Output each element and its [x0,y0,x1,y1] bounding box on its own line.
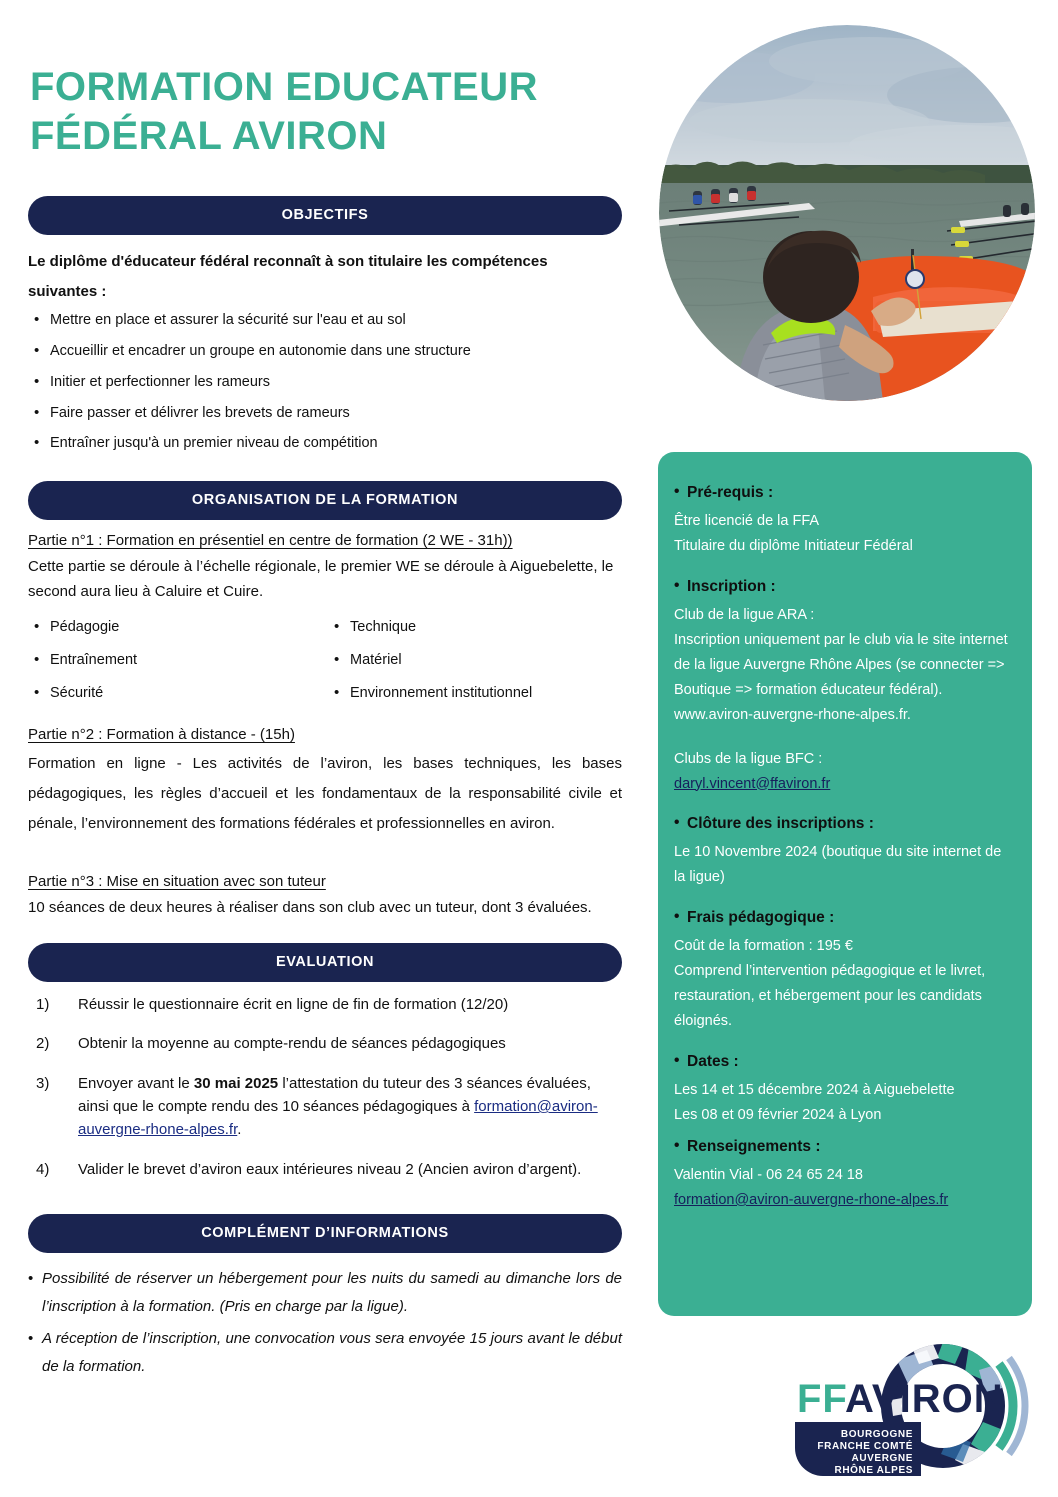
list-item: • Initier et perfectionner les rameurs [28,373,622,392]
spacer [28,1198,622,1214]
logo-region-line3: AUVERGNE [851,1453,913,1464]
list-item: • Entraîner jusqu'à un premier niveau de compétition [28,434,622,453]
list-item: • Entraînement [28,651,322,670]
sidebar-prerequis-line2: Titulaire du diplôme Initiateur Fédéral [674,537,913,554]
complement-list [28,1265,622,1380]
list-item: • Pédagogie [28,618,322,637]
partie3-text: 10 séances de deux heures à réaliser dans son club avec un tuteur, dont 3 évaluées. [28,899,592,917]
logo-wordmark-ff: FF [797,1377,848,1421]
section-banner-objectifs: OBJECTIFS [28,196,622,235]
info-sidebar-panel [658,452,1032,1316]
spacer [674,1128,1012,1138]
ffaviron-logo [793,1336,1043,1476]
sidebar-heading-frais: • Frais pédagogique : [674,909,1012,927]
spacer [674,559,1012,578]
sidebar-inscription-line2: Inscription uniquement par le club via le site internet de la ligue Auvergne Rhône Alpes (se connecter => Boutique => formation éducateur fédéral). [674,631,1008,698]
sidebar-inscription-website: www.aviron-auvergne-rhone-alpes.fr. [674,706,911,723]
section-banner-complement: COMPLÉMENT D’INFORMATIONS [28,1214,622,1253]
list-item: • Mettre en place et assurer la sécurité sur l'eau et au sol [28,311,622,330]
section-banner-evaluation: EVALUATION [28,943,622,982]
partie1-text: Cette partie se déroule à l’échelle régionale, le premier WE se déroule à Aiguebelette, le second aura lieu à Caluire et Cuire. [28,558,614,600]
partie3-heading: Partie n°3 : Mise en situation avec son tuteur [28,873,326,891]
left-content-column [28,196,622,1384]
sidebar-heading-prerequis: • Pré-requis : [674,484,1012,502]
spacer [28,465,622,481]
logo-wordmark-aviron: AVIRON [845,1377,1004,1421]
partie1-topics-right [328,618,622,717]
spacer [674,1034,1012,1053]
sidebar-inscription-bfc-label: Clubs de la ligue BFC : [674,750,823,767]
sidebar-heading-dates: • Dates : [674,1053,1012,1071]
partie1-topics-left [28,618,322,717]
hero-photo [659,25,1035,401]
sidebar-heading-cloture: • Clôture des inscriptions : [674,815,1012,833]
sidebar-dates-line1: Les 14 et 15 décembre 2024 à Aiguebelette [674,1082,955,1099]
sidebar-heading-renseignements: • Renseignements : [674,1138,1012,1156]
objectifs-intro-line2: suivantes : [28,283,107,300]
page-title-line2: FÉDÉRAL AVIRON [30,113,388,158]
evaluation-email-link[interactable]: formation@aviron-auvergne-rhone-alpes.fr [78,1098,598,1138]
list-item: • Possibilité de réserver un hébergement pour les nuits du samedi au dimanche lors de l’inscription à la formation. (Pris en charge par la ligue). [28,1265,622,1321]
list-item [28,1073,622,1141]
sidebar-heading-inscription: • Inscription : [674,578,1012,596]
logo-region-line4: RHÔNE ALPES [834,1465,913,1476]
list-item: Obtenir la moyenne au compte-rendu de séances pédagogiques [78,1035,506,1053]
objectifs-intro [28,247,622,307]
section-banner-organisation: ORGANISATION DE LA FORMATION [28,481,622,520]
list-item: • Accueillir et encadrer un groupe en autonomie dans une structure [28,342,622,361]
sidebar-inscription-line1: Club de la ligue ARA : [674,606,815,623]
evaluation-item3-part-b: l’attestation du tuteur des 3 séances évaluées, ainsi que le compte rendu des 10 séances pédagogiques à [78,1075,591,1116]
partie1-topics [28,618,622,717]
spacer [674,728,1012,747]
spacer [674,890,1012,909]
spacer [674,796,1012,815]
evaluation-item3-part-c: . [237,1120,242,1138]
partie2-heading: Partie n°2 : Formation à distance - (15h) [28,726,295,744]
sidebar-contact-person: Valentin Vial - 06 24 65 24 18 [674,1166,863,1183]
list-item: Valider le brevet d’aviron eaux intérieures niveau 2 (Ancien aviron d’argent). [78,1160,582,1178]
partie1-heading: Partie n°1 : Formation en présentiel en centre de formation (2 WE - 31h)) [28,532,513,550]
spacer [28,927,622,943]
list-item: • Faire passer et délivrer les brevets de rameurs [28,404,622,423]
objectifs-intro-line1: Le diplôme d'éducateur fédéral reconnaît à son titulaire les compétences [28,253,548,270]
list-item: • Matériel [328,651,622,670]
evaluation-list [28,994,622,1182]
list-item: • Environnement institutionnel [328,684,622,703]
list-item: • Sécurité [28,684,322,703]
sidebar-prerequis-line1: Être licencié de la FFA [674,513,820,529]
evaluation-item3-part-a: Envoyer avant le [78,1075,194,1093]
logo-region-line1: BOURGOGNE [840,1429,913,1440]
list-item: • Technique [328,618,622,637]
sidebar-frais-cost: Coût de la formation : 195 € [674,938,853,955]
sidebar-cloture-line1: Le 10 Novembre 2024 (boutique du site internet de la ligue) [674,844,1002,886]
list-item: Réussir le questionnaire écrit en ligne de fin de formation (12/20) [78,995,509,1013]
sidebar-contact-email-link[interactable]: formation@aviron-auvergne-rhone-alpes.fr [674,1191,949,1208]
page-title-line1: FORMATION EDUCATEUR [30,64,538,109]
sidebar-dates-line2: Les 08 et 09 février 2024 à Lyon [674,1107,882,1123]
sidebar-frais-details: Comprend l’intervention pédagogique et le livret, restauration, et hébergement pour les candidats éloignés. [674,963,986,1030]
partie2-text: Formation en ligne - Les activités de l’aviron, les bases techniques, les bases pédagogiques, les règles d’accueil et les fondamentaux de la responsabilité civile et pénale, l’environnement des formations fédérales et professionnelles en aviron. [28,755,622,833]
objectifs-list [28,311,622,453]
sidebar-bfc-email-link[interactable]: daryl.vincent@ffaviron.fr [674,775,831,792]
list-item: • A réception de l’inscription, une convocation vous sera envoyée 15 jours avant le début de la formation. [28,1325,622,1381]
logo-region-line2: FRANCHE COMTÉ [817,1441,913,1452]
evaluation-deadline-date: 30 mai 2025 [193,1075,279,1093]
spacer [28,845,622,869]
page-title [30,63,650,161]
